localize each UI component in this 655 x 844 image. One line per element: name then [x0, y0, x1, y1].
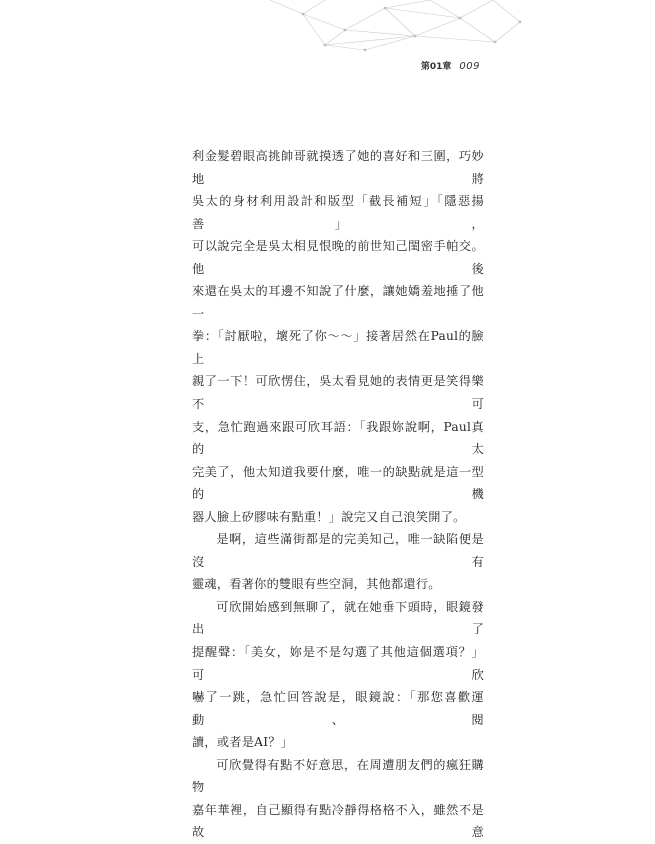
text-line: 嘉年華裡，自己顯得有點冷靜得格格不入，雖然不是故意: [192, 802, 484, 840]
text-line: 器人臉上矽膠味有點重！」說完又自己浪笑開了。: [192, 509, 466, 524]
network-lines-decoration: [255, 0, 535, 55]
text-line: 可以說完全是吳太相見恨晚的前世知己閨密手帕交。他後: [192, 239, 484, 276]
text-line: 讀，或者是AI？」: [192, 735, 294, 750]
page-number: 009: [459, 61, 480, 72]
text-line: 來還在吳太的耳邊不知說了什麼，讓她嬌羞地捶了他一: [192, 284, 484, 321]
text-line: 嚇了一跳，急忙回答說是，眼鏡說：「那您喜歡運動、閱: [192, 690, 484, 727]
paragraph: [192, 145, 484, 528]
text-line: 吳太的身材利用設計和版型「截長補短」「隱惡揚善」，: [192, 194, 484, 231]
text-line: 親了一下！可欣愣住，吳太看見她的表情更是笑得樂不可: [192, 374, 484, 412]
text-line: 是啊，這些滿街都是的完美知己，唯一缺陷便是沒有: [192, 532, 484, 569]
text-line: 提醒聲：「美女，妳是不是勾選了其他這個選項？」可欣: [192, 645, 484, 682]
text-line: 可欣開始感到無聊了，就在她垂下頭時，眼鏡發出了: [192, 599, 484, 637]
text-line: 靈魂，看著你的雙眼有些空洞，其他都還行。: [192, 577, 441, 592]
running-header: [380, 59, 480, 72]
chapter-label: 第01章: [420, 62, 452, 72]
paragraph: [192, 596, 484, 754]
paragraph: [192, 528, 484, 596]
paragraph: [192, 754, 484, 844]
text-line: 可欣覺得有點不好意思，在周遭朋友們的瘋狂購物: [192, 757, 484, 795]
text-line: 利金髮碧眼高挑帥哥就摸透了她的喜好和三圍，巧妙地將: [192, 149, 484, 186]
text-line: 支，急忙跑過來跟可欣耳語：「我跟妳說啊，Paul真的太: [192, 419, 484, 457]
text-line: 完美了，他太知道我要什麼，唯一的缺點就是這一型的機: [192, 464, 484, 502]
body-text: [192, 145, 484, 844]
text-line: 拳：「討厭啦，壞死了你～～」接著居然在Paul的臉上: [192, 329, 484, 366]
